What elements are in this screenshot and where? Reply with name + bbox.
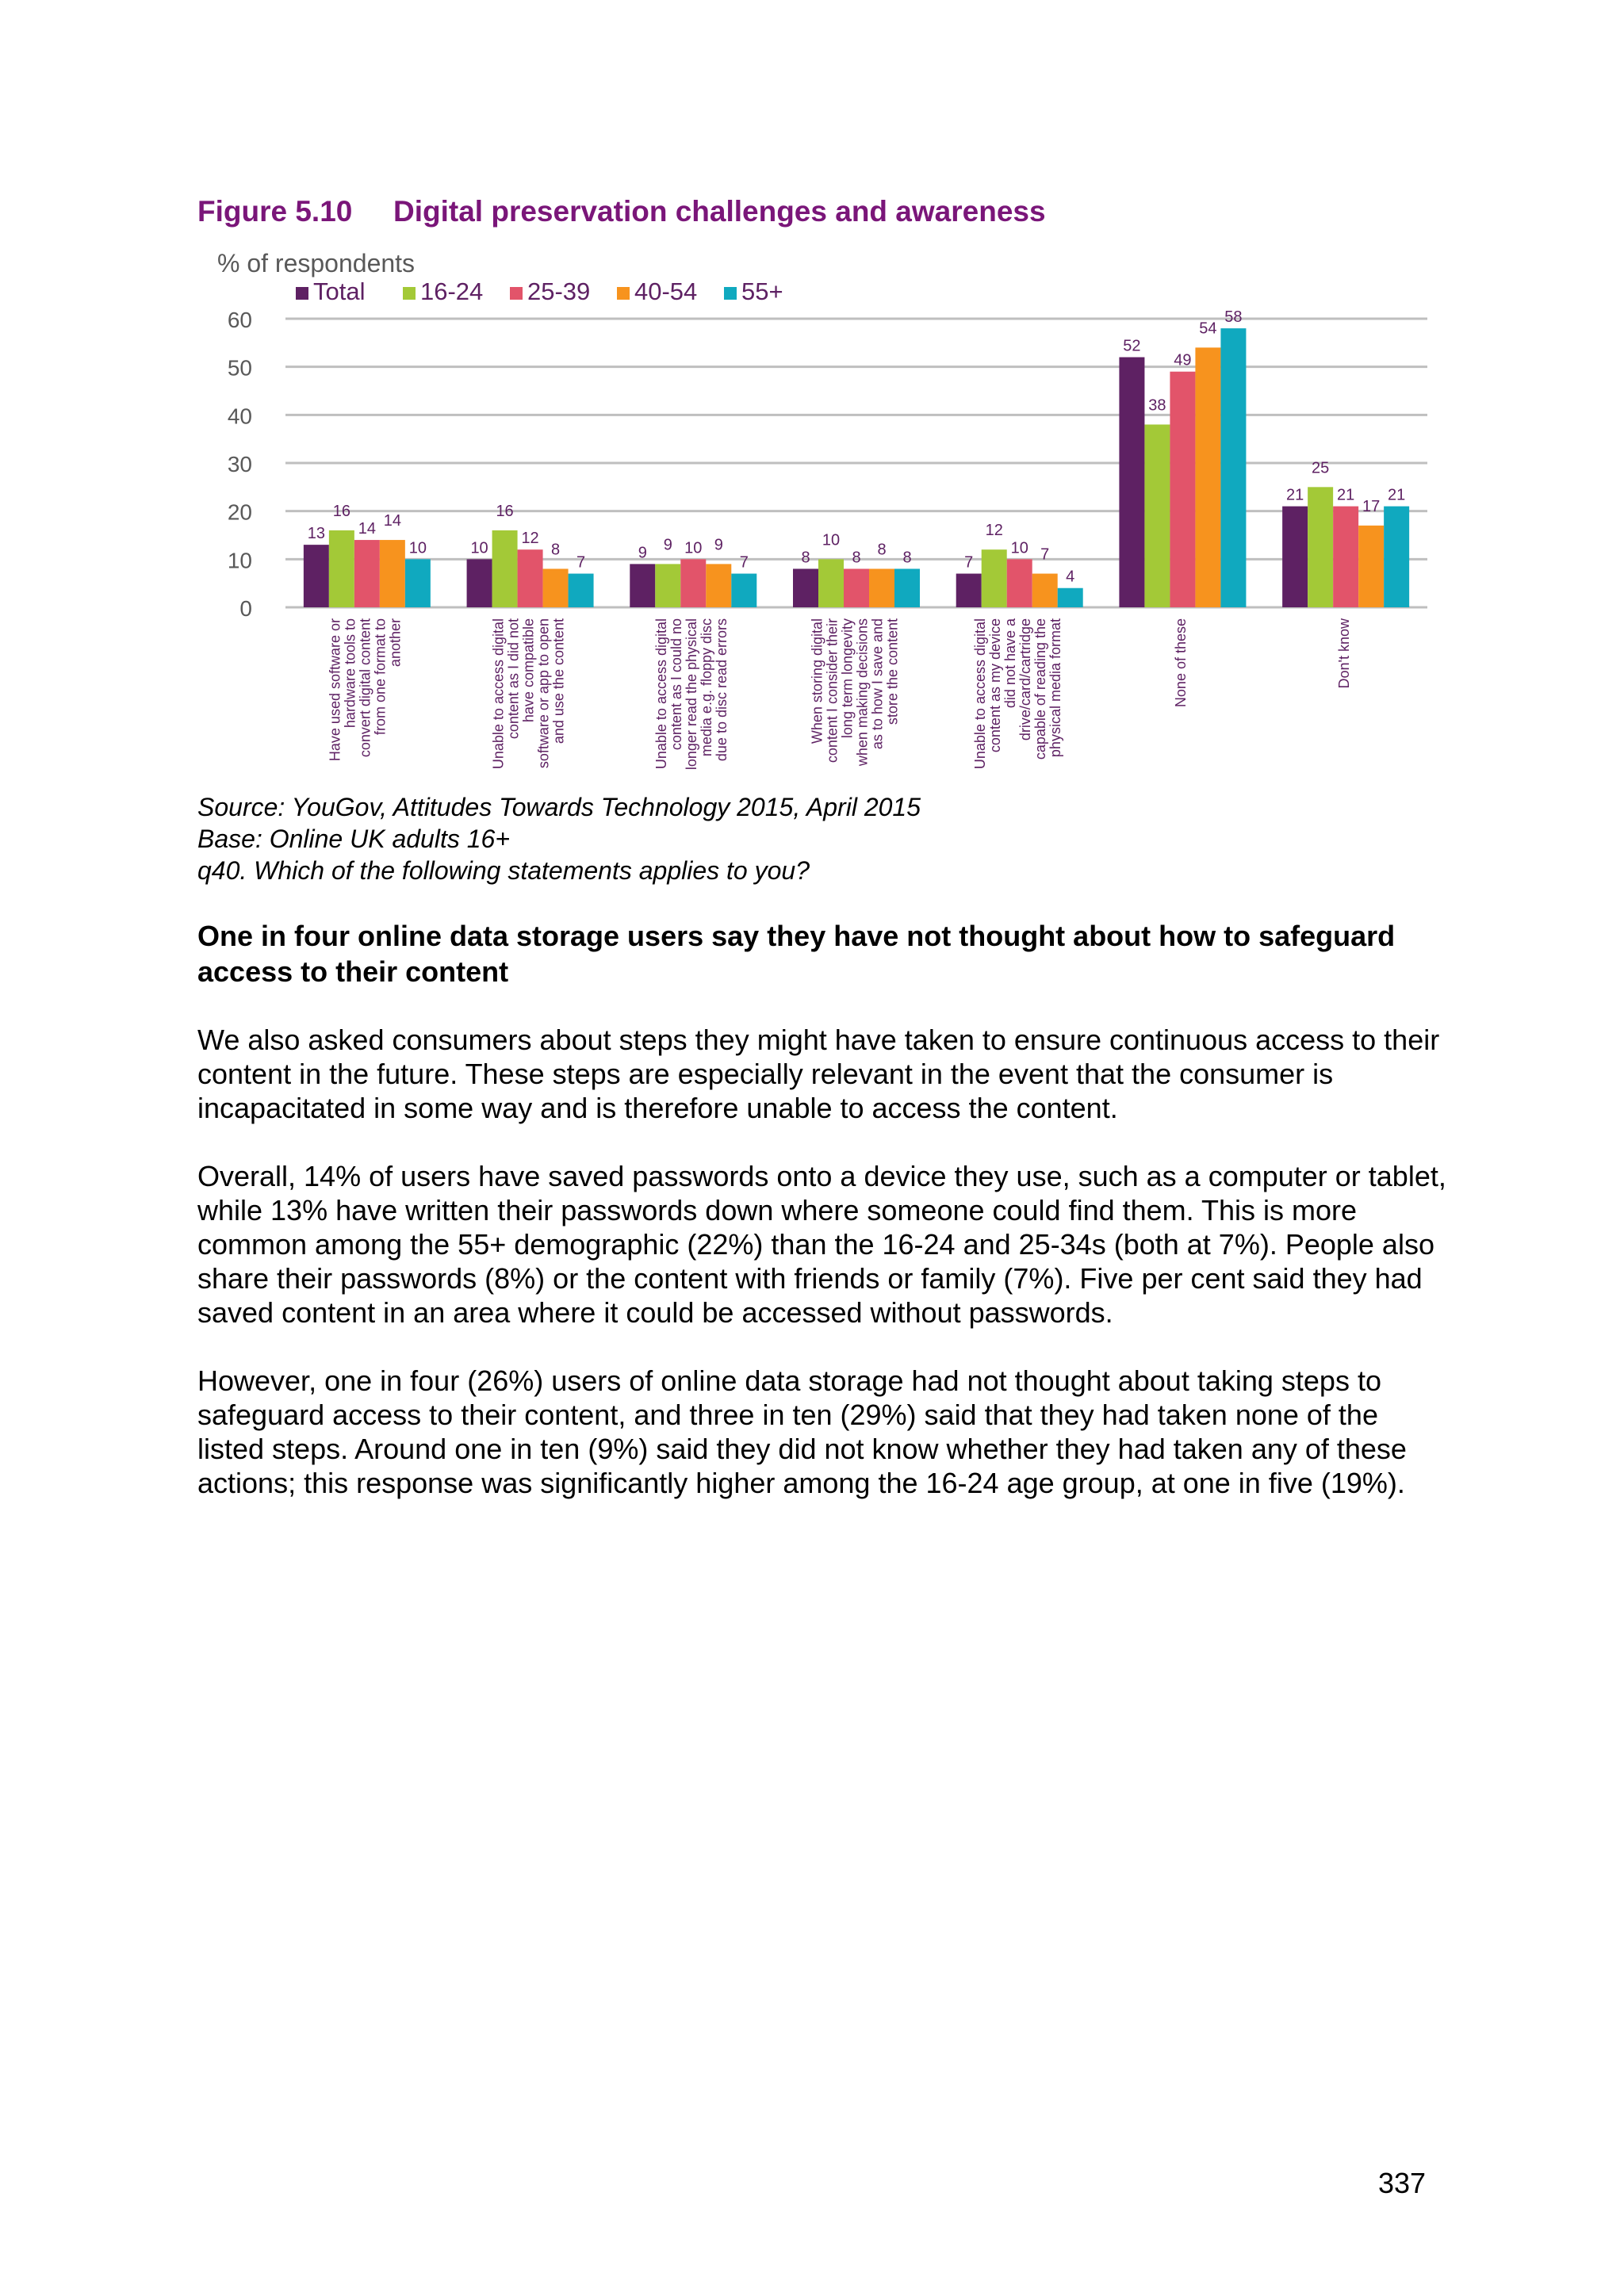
data-label: 14 xyxy=(383,512,401,530)
bar xyxy=(1119,358,1144,607)
x-category-label xyxy=(490,618,566,769)
x-tick-label: Unable to access digital xyxy=(972,618,989,770)
legend-swatch xyxy=(617,287,630,300)
data-label: 8 xyxy=(551,541,561,559)
y-tick-label: 20 xyxy=(227,499,252,525)
data-label: 13 xyxy=(307,525,325,543)
data-label: 52 xyxy=(1123,337,1141,355)
bar xyxy=(1195,347,1220,607)
data-label: 49 xyxy=(1174,351,1192,369)
data-label: 16 xyxy=(332,502,350,520)
x-tick-label: from one format to xyxy=(372,618,389,736)
data-label: 7 xyxy=(739,553,749,572)
y-tick-label: 0 xyxy=(239,596,252,621)
bar xyxy=(956,574,982,607)
x-tick-label: content as I did not xyxy=(505,618,522,740)
legend-swatch xyxy=(403,287,416,300)
page-number: 337 xyxy=(1378,2167,1427,2199)
data-label: 25 xyxy=(1312,459,1330,477)
paragraph-3: However, one in four (26%) users of online data storage had not thought about taking steps to safeguard access to their content, and three in ten (29%) said that they had taken none of the listed steps. Around one in ten (9%) said they did not know whether they had taken any of these actions; this response was significantly higher among the 16-24 age group, at one in five (19%). xyxy=(197,1364,1407,1499)
x-category-label xyxy=(1336,618,1352,688)
x-tick-label: due to disc read errors xyxy=(714,618,730,762)
x-category-label xyxy=(653,618,730,770)
x-tick-label: Have used software or xyxy=(327,618,343,762)
bar xyxy=(1282,507,1308,607)
legend-item xyxy=(617,277,697,305)
figure-notes xyxy=(197,791,921,886)
bar xyxy=(680,559,706,607)
data-label: 14 xyxy=(358,520,376,538)
y-tick-label: 50 xyxy=(227,355,252,381)
legend-label: 40-54 xyxy=(634,277,698,305)
x-tick-label: drive/card/cartridge xyxy=(1017,618,1034,741)
x-tick-label: capable of reading the xyxy=(1032,618,1049,760)
figure-number: Figure 5.10 xyxy=(197,195,353,228)
data-label: 17 xyxy=(1362,497,1381,515)
data-label: 8 xyxy=(902,549,912,567)
x-category-label xyxy=(1173,618,1189,707)
x-tick-label: content as I could no xyxy=(668,618,685,751)
bar xyxy=(844,568,869,607)
x-tick-label: physical media format xyxy=(1048,618,1064,758)
legend-label: 16-24 xyxy=(420,277,484,305)
bar xyxy=(1032,574,1058,607)
data-label: 12 xyxy=(985,522,1003,540)
data-label: 10 xyxy=(1010,539,1028,557)
section-heading: One in four online data storage users say they have not thought about how to safeguard access to their content xyxy=(197,920,1396,988)
bar xyxy=(630,564,655,607)
x-tick-label: when making decisions xyxy=(854,618,871,767)
x-tick-label: Don't know xyxy=(1335,618,1352,689)
bar xyxy=(1007,559,1032,607)
legend-item xyxy=(296,277,365,305)
data-label: 7 xyxy=(576,553,586,572)
data-label: 21 xyxy=(1388,486,1406,504)
x-tick-label: convert digital content xyxy=(357,618,373,758)
data-label: 21 xyxy=(1286,486,1304,504)
bar xyxy=(894,568,920,607)
y-tick-label: 60 xyxy=(227,308,252,332)
x-tick-label: media e.g. floppy disc xyxy=(699,618,715,757)
question-note: q40. Which of the following statements applies to you? xyxy=(197,856,810,885)
legend-item xyxy=(724,277,783,305)
data-label: 16 xyxy=(496,502,514,520)
source-note: Source: YouGov, Attitudes Towards Technology 2015, April 2015 xyxy=(197,793,921,821)
paragraph-1: We also asked consumers about steps they might have taken to ensure continuous access to their content in the future. These steps are especially relevant in the event that the consumer is incapacitated in some way and is therefore unable to access the content. xyxy=(197,1024,1440,1124)
data-label: 12 xyxy=(521,530,539,548)
bar xyxy=(818,559,844,607)
bar xyxy=(1220,328,1246,607)
x-tick-label: store the content xyxy=(884,618,901,725)
figure-title xyxy=(197,195,1046,228)
data-label: 9 xyxy=(663,536,672,554)
x-tick-label: Unable to access digital xyxy=(653,618,670,770)
data-label: 38 xyxy=(1148,396,1166,415)
data-label: 7 xyxy=(1040,545,1050,564)
x-tick-label: as to how I save and xyxy=(869,618,886,750)
y-tick-label: 40 xyxy=(227,404,252,429)
bar xyxy=(1358,526,1384,607)
x-tick-label: have compatible xyxy=(520,618,537,723)
data-label: 21 xyxy=(1337,486,1355,504)
data-label: 10 xyxy=(470,539,488,557)
bar xyxy=(492,530,518,607)
bar xyxy=(543,568,569,607)
legend-swatch xyxy=(510,287,523,300)
bar xyxy=(793,568,818,607)
bar xyxy=(1333,507,1358,607)
y-tick-label: 30 xyxy=(227,452,252,476)
bar xyxy=(869,568,894,607)
bar xyxy=(982,549,1007,607)
data-label: 10 xyxy=(684,539,703,557)
data-label: 10 xyxy=(822,531,841,549)
data-label: 7 xyxy=(964,553,974,572)
data-label: 54 xyxy=(1199,320,1217,338)
legend-item xyxy=(403,277,483,305)
y-axis-label: % of respondents xyxy=(217,250,416,277)
bar xyxy=(655,564,680,607)
bar xyxy=(518,549,543,607)
bar xyxy=(706,564,731,607)
bar xyxy=(354,540,380,607)
x-tick-label: hardware tools to xyxy=(342,618,358,729)
legend-item xyxy=(510,277,590,305)
legend-label: Total xyxy=(313,277,366,305)
y-tick-label: 10 xyxy=(227,548,252,573)
legend-label: 55+ xyxy=(741,277,783,305)
bar xyxy=(380,540,405,607)
legend-swatch xyxy=(296,287,308,300)
bar xyxy=(304,545,329,607)
bar xyxy=(1144,424,1170,607)
bar-chart xyxy=(190,250,1443,793)
x-category-label xyxy=(972,618,1063,769)
data-label: 9 xyxy=(714,536,723,554)
data-label: 8 xyxy=(801,549,810,567)
bar xyxy=(1170,372,1195,607)
data-label: 8 xyxy=(852,549,861,567)
bar xyxy=(1058,588,1083,607)
x-tick-label: software or app to open xyxy=(535,618,552,769)
data-label: 9 xyxy=(638,544,647,562)
bar xyxy=(1308,487,1333,607)
body-text xyxy=(197,918,1450,1534)
bar xyxy=(731,574,756,607)
x-tick-label: long term longevity xyxy=(839,618,856,739)
data-label: 4 xyxy=(1066,568,1075,586)
x-tick-label: content as my device xyxy=(987,618,1004,753)
data-label: 10 xyxy=(408,539,427,557)
data-label: 8 xyxy=(877,541,887,559)
x-category-label xyxy=(327,618,404,761)
x-tick-label: When storing digital xyxy=(809,618,825,744)
x-category-label xyxy=(809,618,900,767)
data-label: 58 xyxy=(1224,308,1243,327)
base-note: Base: Online UK adults 16+ xyxy=(197,825,511,853)
figure-caption: Digital preservation challenges and awareness xyxy=(393,195,1046,228)
legend-label: 25-39 xyxy=(527,277,591,305)
bar xyxy=(405,559,431,607)
x-tick-label: did not have a xyxy=(1002,618,1019,709)
paragraph-2: Overall, 14% of users have saved passwords onto a device they use, such as a computer or tablet, while 13% have written their passwords down where someone could find them. This is more common among the 55+ demographic (22%) than the 16-24 and 25-34s (both at 7%). People also share their passwords (8%) or the content with friends or family (7%). Five per cent said they had saved content in an area where it could be accessed without passwords. xyxy=(197,1160,1446,1329)
x-tick-label: content I consider their xyxy=(824,618,841,763)
bar xyxy=(1384,507,1409,607)
legend-swatch xyxy=(724,287,737,300)
x-tick-label: Unable to access digital xyxy=(490,618,507,770)
x-tick-label: longer read the physical xyxy=(684,618,700,771)
bar xyxy=(569,574,594,607)
bar xyxy=(329,530,354,607)
x-tick-label: None of these xyxy=(1173,618,1189,708)
x-tick-label: and use the content xyxy=(550,618,567,744)
bar xyxy=(467,559,492,607)
x-tick-label: another xyxy=(387,618,404,668)
